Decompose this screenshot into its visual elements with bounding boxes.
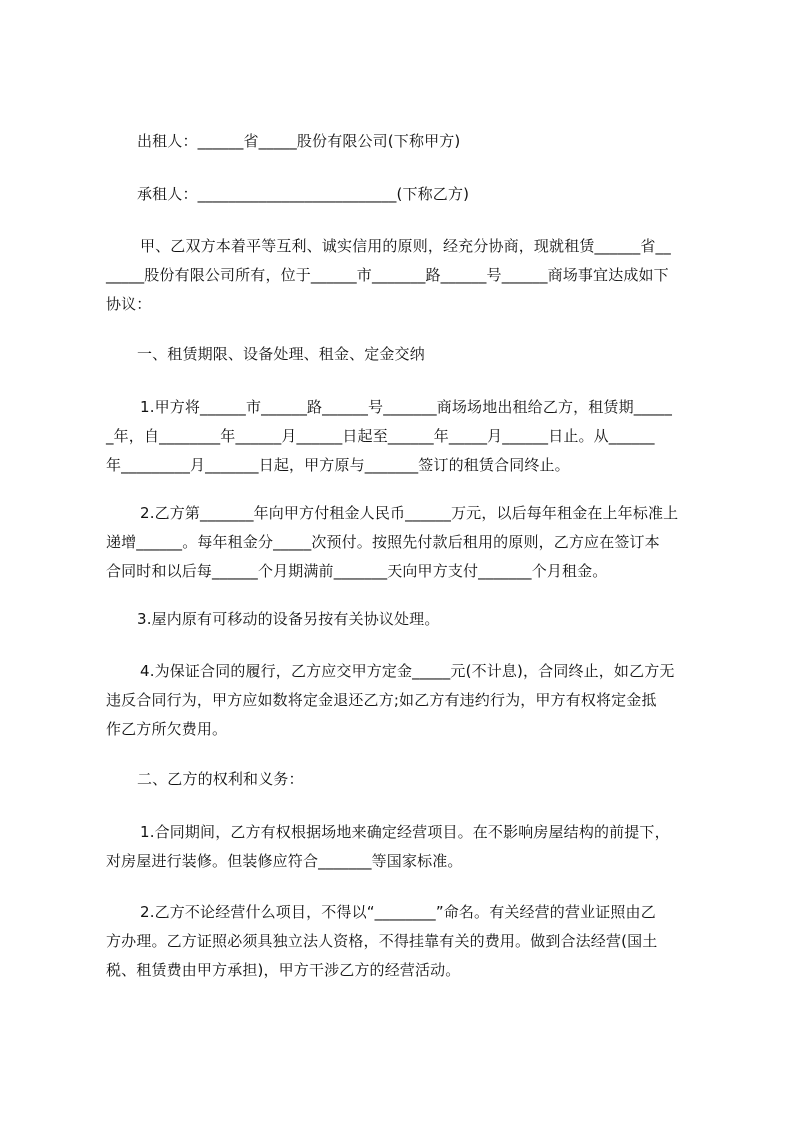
text-line: 方办理。乙方证照必须具独立法人资格，不得挂靠有关的费用。做到合法经营(国土 <box>106 932 658 950</box>
text-line: 2.乙方不论经营什么项目，不得以“________”命名。有关经营的营业证照由乙 <box>140 903 656 921</box>
text-line: 4.为保证合同的履行，乙方应交甲方定金_____元(不计息)，合同终止，如乙方无 <box>140 662 675 680</box>
text-line: 违反合同行为，甲方应如数将定金退还乙方;如乙方有违约行为，甲方有权将定金抵 <box>106 691 657 709</box>
text-line: 甲、乙双方本着平等互利、诚实信用的原则，经充分协商，现就租赁______省__ <box>140 237 671 255</box>
text-line: 1.合同期间，乙方有权根据场地来确定经营项目。在不影响房屋结构的前提下， <box>140 823 670 841</box>
section2-heading <box>0 765 793 794</box>
text-line: 年_________月_______日起，甲方原与_______签订的租赁合同终止。 <box>106 456 570 474</box>
section1-heading <box>0 340 793 369</box>
text-line: 1.甲方将______市______路______号_______商场场地出租给乙方，租赁期_____ <box>140 398 672 416</box>
section2-item2 <box>0 898 793 985</box>
text-line: 2.乙方第_______年向甲方付租金人民币______万元，以后每年租金在上年标准上 <box>140 504 679 522</box>
section1-item4 <box>0 657 793 744</box>
text-line: 递增______。每年租金分_____次预付。按照先付款后租用的原则，乙方应在签订本 <box>106 533 660 551</box>
text-line: 税、租赁费由甲方承担)，甲方干涉乙方的经营活动。 <box>106 961 461 979</box>
intro-paragraph <box>0 232 793 319</box>
text-line: 承租人：__________________________(下称乙方) <box>137 185 470 203</box>
text-line: 一、租赁期限、设备处理、租金、定金交纳 <box>137 345 425 363</box>
section1-item3 <box>0 605 793 634</box>
text-line: 对房屋进行装修。但装修应符合_______等国家标准。 <box>106 852 463 870</box>
section2-item1 <box>0 818 793 876</box>
text-line: 二、乙方的权利和义务： <box>137 770 304 788</box>
section1-item1 <box>0 393 793 480</box>
text-line: 作乙方所欠费用。 <box>106 720 228 738</box>
text-line: 出租人：______省_____股份有限公司(下称甲方) <box>137 132 461 150</box>
lessor-line <box>0 127 793 156</box>
text-line: 合同时和以后每______个月期满前_______天向甲方支付_______个月租金。 <box>106 562 608 580</box>
text-line: 协议： <box>106 295 152 313</box>
text-line: 3.屋内原有可移动的设备另按有关协议处理。 <box>137 610 440 628</box>
section1-item2 <box>0 499 793 586</box>
text-line: _年，自________年______月______日起至______年_____月______日止。从______ <box>106 427 655 445</box>
text-line: _____股份有限公司所有，位于______市_______路______号______商场事宜达成如下 <box>106 266 669 284</box>
lessee-line <box>0 180 793 209</box>
